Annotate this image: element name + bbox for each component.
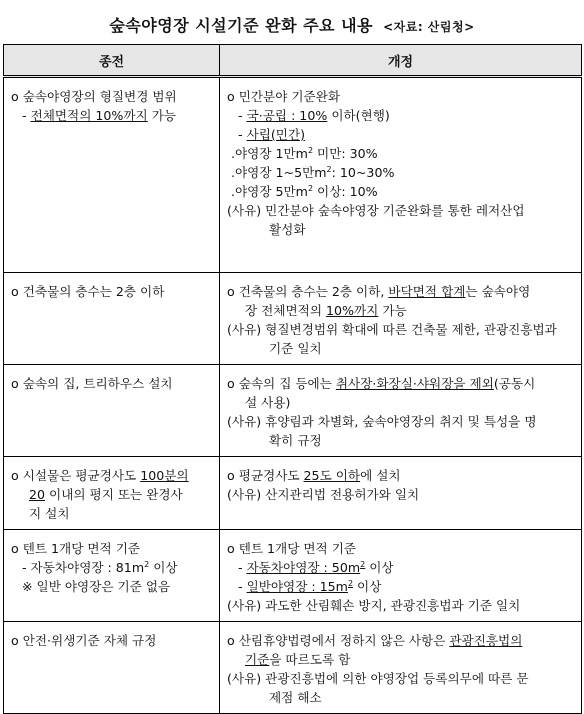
text-line: .야영장 1~5만$m^2$: 10~30% (231, 164, 395, 180)
text-line: 기준 일치 (269, 341, 322, 356)
text-line: - 자동차야영장 : $81m^2$ 이상 (22, 559, 178, 575)
text-line: o 평균경사도 25도 이하에 설치 (227, 468, 401, 483)
text-line: (사유) 관광진흥법에 의한 야영장업 등록의무에 따른 문 (227, 671, 529, 686)
text-line: o 숲속의 집 등에는 취사장·화장실·샤워장을 제외(공동시 (227, 376, 536, 391)
text-line: .야영장 1만$m^2$ 미만: 30% (231, 145, 378, 161)
text-line: o 건축물의 층수는 2층 이하 (11, 284, 165, 299)
text-line: - 사립(민간) (238, 127, 306, 142)
text-line: - 일반야영장 : $15m^2$ 이상 (238, 578, 382, 594)
table-row (4, 622, 582, 714)
text-line: o 건축물의 층수는 2층 이하, 바닥면적 합계는 숲속야영 (227, 284, 531, 299)
comparison-table (3, 44, 582, 714)
after-cell (220, 622, 582, 714)
text-line: o 시설물은 평균경사도 100분의 (11, 468, 189, 483)
text-line: o 안전·위생기준 자체 규정 (11, 633, 157, 648)
table-row (4, 457, 582, 530)
before-cell (4, 530, 220, 622)
after-cell (220, 273, 582, 365)
before-cell (4, 365, 220, 457)
text-line: (사유) 산지관리법 전용허가와 일치 (227, 487, 420, 502)
table-row (4, 77, 582, 273)
text-line: 장 전체면적의 10%까지 가능 (245, 303, 407, 318)
header-before: 종전 (4, 45, 220, 77)
text-line: (사유) 민간분야 숲속야영장 기준완화를 통한 레저산업 (227, 203, 525, 218)
after-cell (220, 365, 582, 457)
text-line: - 자동차야영장 : $50m^2$ 이상 (238, 559, 394, 575)
text-line: 20 이내의 평지 또는 완경사 (29, 487, 183, 502)
text-line: - 전체면적의 10%까지 가능 (22, 108, 177, 123)
after-cell (220, 457, 582, 530)
title-main: 숲속야영장 시설기준 완화 주요 내용 (109, 16, 373, 35)
text-line: o 숲속야영장의 형질변경 범위 (11, 89, 177, 104)
table-row (4, 530, 582, 622)
text-line: o 텐트 1개당 면적 기준 (11, 541, 141, 556)
before-cell (4, 457, 220, 530)
before-cell (4, 622, 220, 714)
text-line: .야영장 5만$m^2$ 이상: 10% (231, 183, 378, 199)
before-cell (4, 77, 220, 273)
text-line: 설 사용) (245, 395, 291, 410)
text-line: o 산림휴양법령에서 정하지 않은 사항은 관광진흥법의 (227, 633, 523, 648)
text-line: o 민간분야 기준완화 (227, 89, 341, 104)
header-after: 개정 (220, 45, 582, 77)
text-line: 확히 규정 (269, 433, 322, 448)
text-line: 지 설치 (29, 506, 70, 521)
text-line: (사유) 형질변경범위 확대에 따른 건축물 제한, 관광진흥법과 (227, 322, 557, 337)
text-line: - 국·공립 : 10% 이하(현행) (238, 108, 390, 123)
title-source: <자료: 산림청> (383, 20, 475, 34)
text-line: o 숲속의 집, 트리하우스 설치 (11, 376, 173, 391)
table-row (4, 273, 582, 365)
text-line: 기준을 따르도록 함 (245, 652, 351, 667)
text-line: o 텐트 1개당 면적 기준 (227, 541, 357, 556)
after-cell (220, 530, 582, 622)
before-cell (4, 273, 220, 365)
text-line: 제점 해소 (269, 690, 322, 705)
text-line: (사유) 과도한 산림훼손 방지, 관광진흥법과 기준 일치 (227, 598, 521, 613)
after-cell (220, 77, 582, 273)
text-line: ※ 일반 야영장은 기준 없음 (22, 579, 171, 594)
text-line: 활성화 (269, 222, 306, 237)
page-title (0, 13, 584, 36)
table-row (4, 365, 582, 457)
text-line: (사유) 휴양림과 차별화, 숲속야영장의 취지 및 특성을 명 (227, 414, 537, 429)
table-header-row (4, 45, 582, 77)
